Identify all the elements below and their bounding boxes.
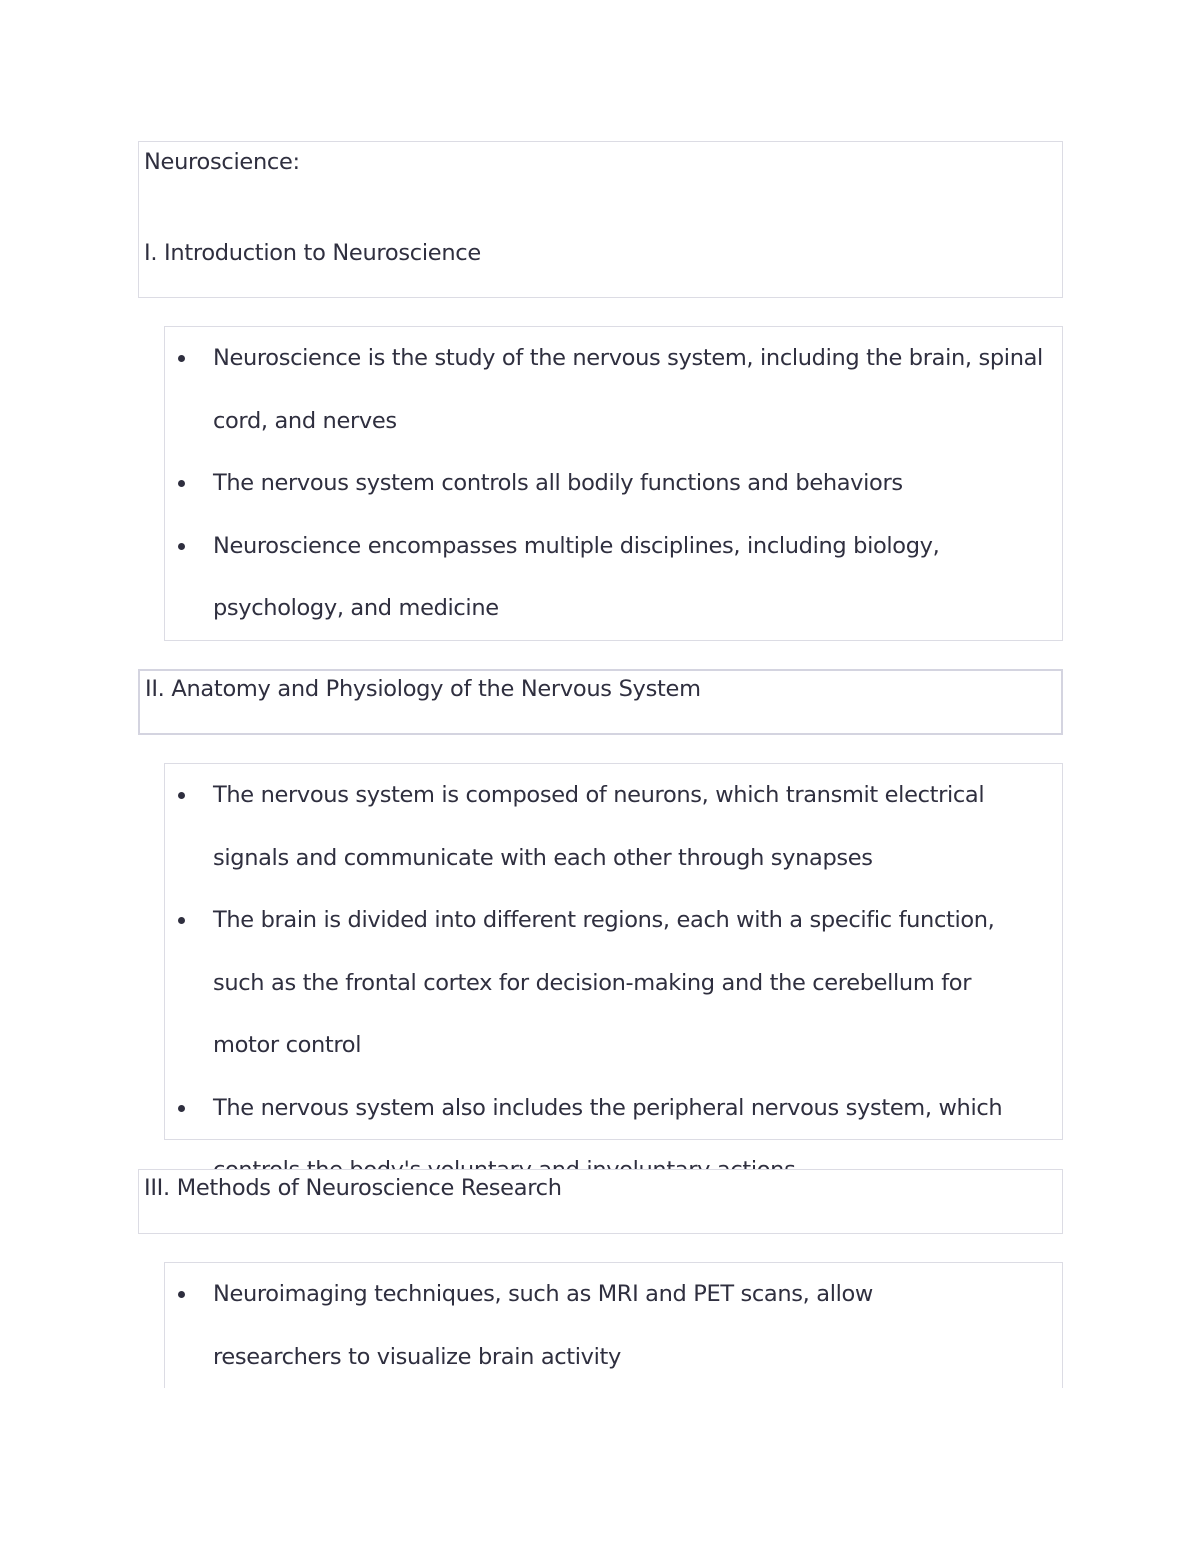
bullet-icon (178, 480, 185, 487)
section-2-heading-box (138, 669, 1063, 735)
list-item (165, 1263, 1003, 1388)
list-item-text: Neuroimaging techniques, such as MRI and PET scans, allow researchers to visualize brain activity (213, 1281, 873, 1370)
section-3-bullet-list (165, 1263, 1062, 1388)
section-2-bullet-list (165, 764, 1062, 1202)
section-3-heading-box (138, 1169, 1063, 1234)
list-item-text: The brain is divided into different regions, each with a specific function, such as the frontal cortex for decision-making and the cerebellum for motor control (213, 907, 995, 1058)
list-item (165, 327, 1058, 452)
bullet-icon (178, 792, 185, 799)
bullet-icon (178, 355, 185, 362)
list-item-text: The nervous system also includes the peripheral nervous system, which (213, 1094, 1003, 1121)
list-item (165, 889, 1043, 1077)
list-item-text: Neuroscience is the study of the nervous system, including the brain, spinal cord, and nerves (213, 345, 1043, 434)
section-3-list-box (164, 1262, 1063, 1388)
list-item (165, 764, 1058, 889)
list-item-text: Neuroscience encompasses multiple disciplines, including biology, psychology, and medicine (213, 532, 940, 621)
section-1-heading: I. Introduction to Neuroscience (144, 240, 481, 266)
bullet-icon (178, 1291, 185, 1298)
section-1-bullet-list (165, 327, 1062, 640)
list-item (165, 515, 1038, 640)
section-2-heading: II. Anatomy and Physiology of the Nervous System (145, 676, 701, 702)
document-title: Neuroscience: (144, 149, 300, 175)
section-3-heading: III. Methods of Neuroscience Research (144, 1175, 562, 1201)
section-1-list-box (164, 326, 1063, 641)
section-2-list-box (164, 763, 1063, 1140)
list-item (165, 452, 1058, 515)
bullet-icon (178, 543, 185, 550)
section-1-heading-box (138, 141, 1063, 298)
list-item-text: The nervous system is composed of neurons, which transmit electrical signals and communicate with each other through synapses (213, 782, 985, 871)
bullet-icon (178, 1105, 185, 1112)
bullet-icon (178, 917, 185, 924)
list-item-text: The nervous system controls all bodily functions and behaviors (213, 470, 903, 496)
